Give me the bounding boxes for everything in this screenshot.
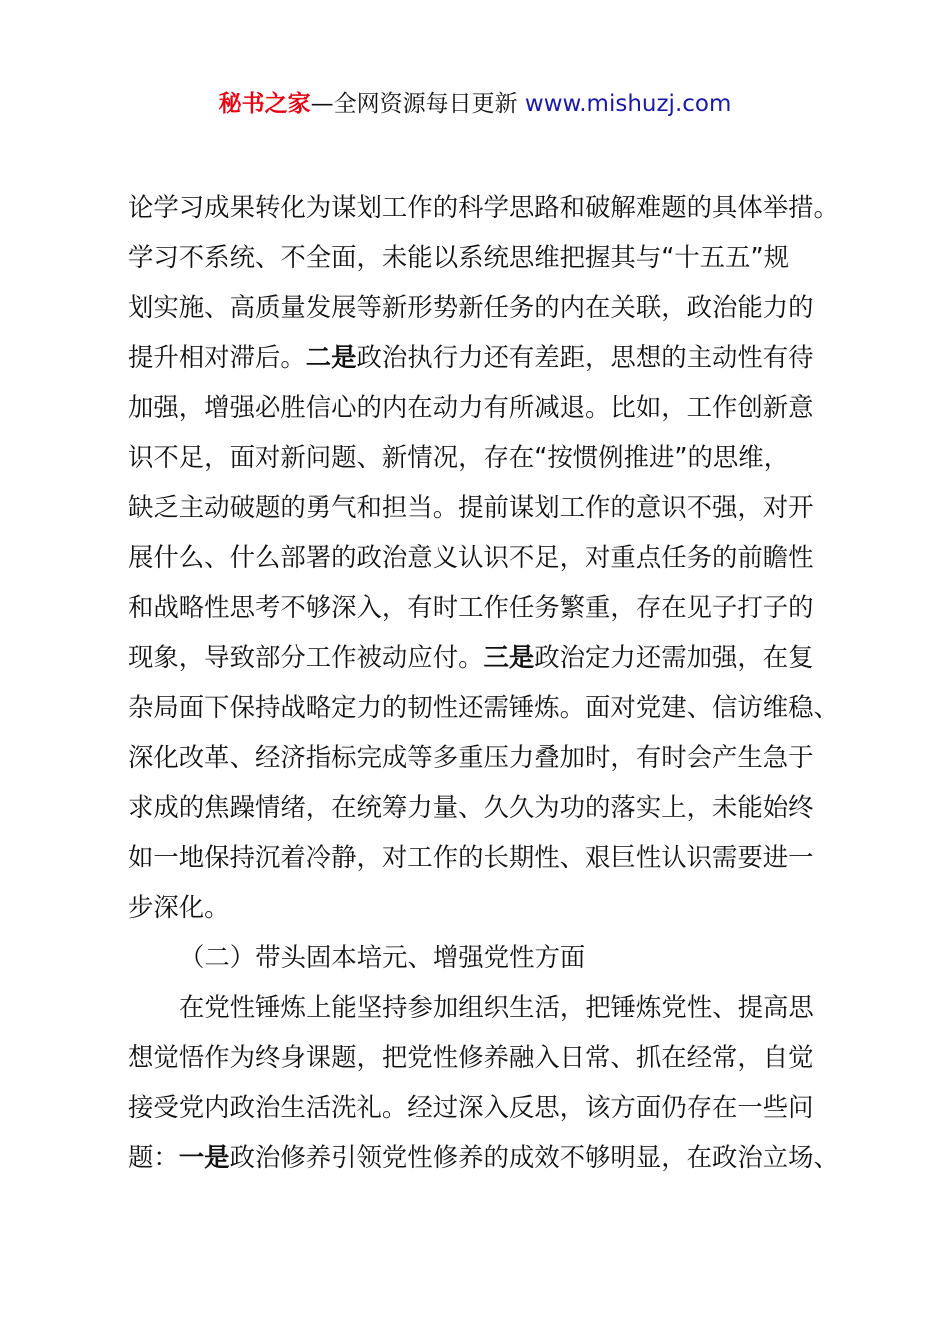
text-line: 学习不系统、不全面，未能以系统思维把握其与“十五五”规 xyxy=(128,242,790,272)
site-url-link[interactable]: www.mishuzj.com xyxy=(524,91,732,117)
section-heading: （二）带头固本培元、增强党性方面 xyxy=(179,942,586,972)
text-line: 展什么、什么部署的政治意义认识不足，对重点任务的前瞻性 xyxy=(128,542,814,572)
text-line: 求成的焦躁情绪，在统筹力量、久久为功的落实上，未能始终 xyxy=(128,792,814,822)
document-body xyxy=(128,182,840,1182)
text-line: 在党性锤炼上能坚持参加组织生活，把锤炼党性、提高思 xyxy=(179,992,814,1022)
text-line: 步深化。 xyxy=(128,892,230,922)
point-marker: 三是 xyxy=(483,642,535,672)
text-line: 接受党内政治生活洗礼。经过深入反思，该方面仍存在一些问 xyxy=(128,1092,814,1122)
point-marker: 一是 xyxy=(178,1142,230,1172)
text-line: 题：一是政治修养引领党性修养的成效不够明显，在政治立场、 xyxy=(128,1142,839,1172)
site-tagline: —全网资源每日更新 xyxy=(310,91,525,117)
text-line: 如一地保持沉着冷静，对工作的长期性、艰巨性认识需要进一 xyxy=(128,842,814,872)
text-line: 划实施、高质量发展等新形势新任务的内在关联，政治能力的 xyxy=(128,292,814,322)
text-line: 提升相对滞后。二是政治执行力还有差距，思想的主动性有待 xyxy=(128,342,814,372)
point-marker: 二是 xyxy=(305,342,357,372)
text-line: 杂局面下保持战略定力的韧性还需锤炼。面对党建、信访维稳、 xyxy=(128,692,839,722)
text-line: 识不足，面对新问题、新情况，存在“按惯例推进”的思维， xyxy=(128,442,790,472)
text-line: 现象，导致部分工作被动应付。三是政治定力还需加强，在复 xyxy=(128,642,814,672)
text-line: 深化改革、经济指标完成等多重压力叠加时，有时会产生急于 xyxy=(128,742,814,772)
text-line: 想觉悟作为终身课题，把党性修养融入日常、抓在经常，自觉 xyxy=(128,1042,814,1072)
text-line: 和战略性思考不够深入，有时工作任务繁重，存在见子打子的 xyxy=(128,592,814,622)
text-line: 加强，增强必胜信心的内在动力有所减退。比如，工作创新意 xyxy=(128,392,814,422)
text-line: 缺乏主动破题的勇气和担当。提前谋划工作的意识不强，对开 xyxy=(128,492,814,522)
site-brand: 秘书之家 xyxy=(218,91,311,117)
text-line: 论学习成果转化为谋划工作的科学思路和破解难题的具体举措。 xyxy=(128,192,839,222)
site-header xyxy=(0,86,950,122)
